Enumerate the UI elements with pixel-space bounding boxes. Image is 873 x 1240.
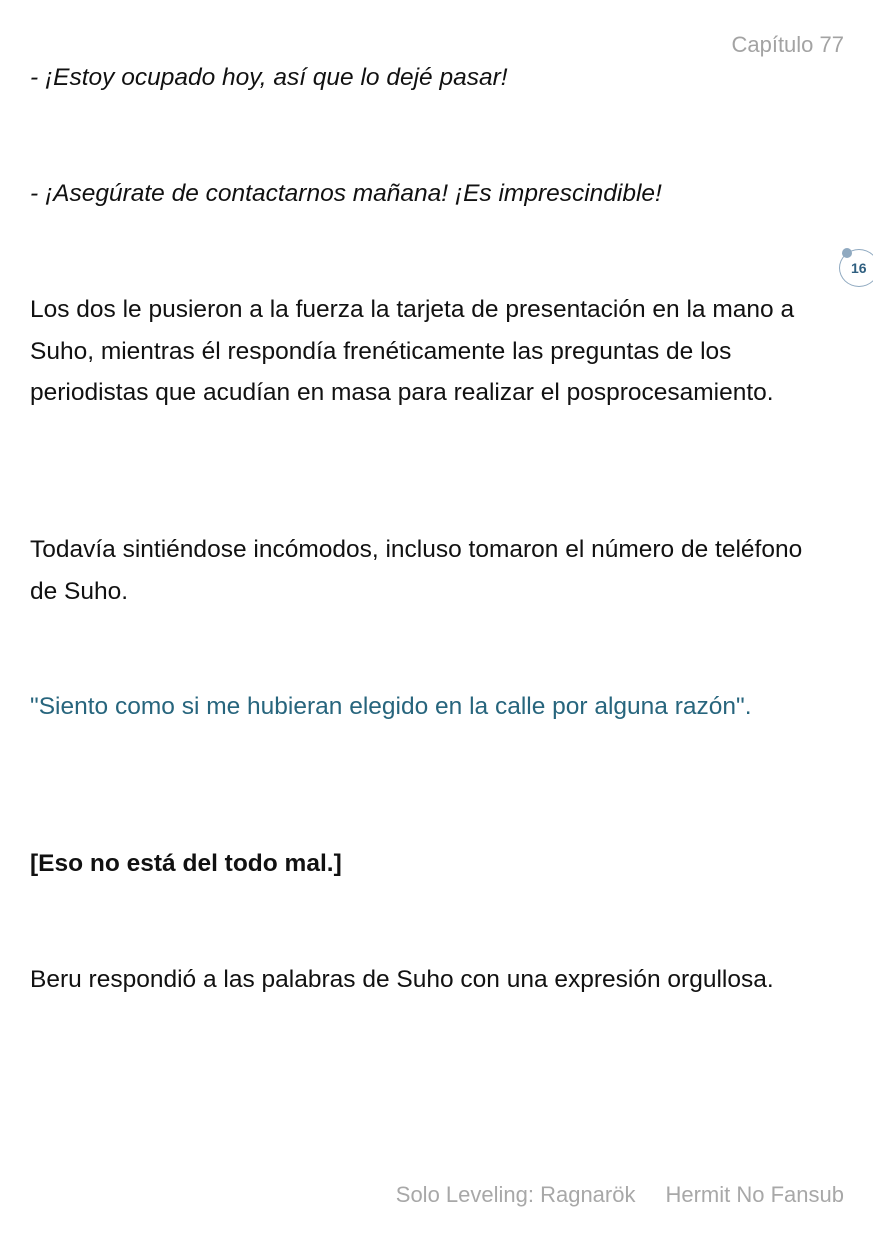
narration-paragraph-3: Beru respondió a las palabras de Suho con una expresión orgullosa. [30,966,774,993]
chapter-label: Capítulo 77 [731,32,844,57]
narration-paragraph-2: Todavía sintiéndose incómodos, incluso tomaron el número de teléfono de Suho. [30,536,803,605]
page-badge-dot [842,248,852,258]
dialogue-line-1: - ¡Estoy ocupado hoy, así que lo dejé pasar! [30,64,508,91]
footer-group-name: Hermit No Fansub [665,1182,844,1207]
footer [396,1182,844,1208]
footer-novel-title: Solo Leveling: Ragnarök [395,1182,636,1207]
dialogue-line-2: - ¡Asegúrate de contactarnos mañana! ¡Es imprescindible! [30,180,662,207]
system-message: [Eso no está del todo mal.] [30,850,342,877]
thought-quote: "Siento como si me hubieran elegido en la calle por alguna razón". [30,693,752,720]
page-number-badge[interactable] [839,249,873,287]
page-number: 16 [851,260,867,276]
narration-paragraph-1: Los dos le pusieron a la fuerza la tarjeta de presentación en la mano a Suho, mientras él respondía frenéticamente las preguntas de los periodistas que acudían en masa para realizar el posprocesamiento. [30,296,795,406]
